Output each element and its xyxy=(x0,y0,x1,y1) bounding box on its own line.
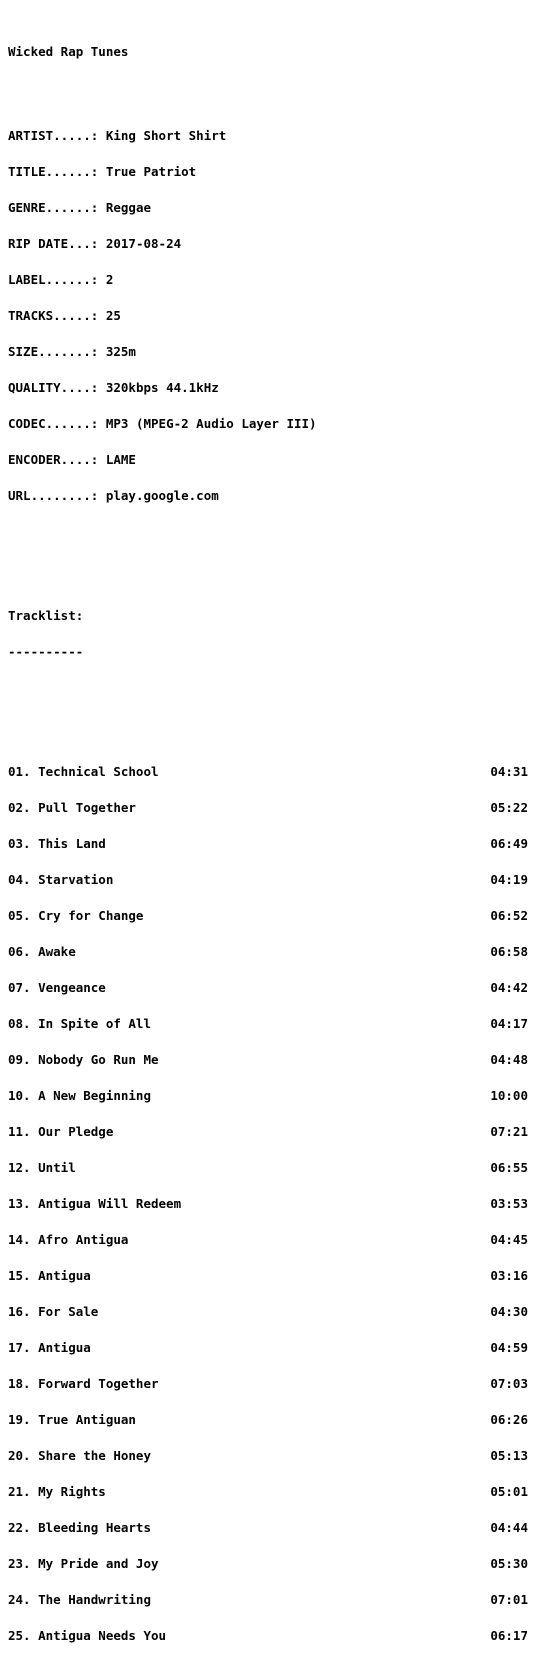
info-separator: : xyxy=(90,452,106,467)
track-row xyxy=(8,1018,528,1030)
info-value: 320kbps 44.1kHz xyxy=(105,380,219,395)
track-row xyxy=(8,802,528,814)
info-separator: : xyxy=(90,344,106,359)
track-label: 14. Afro Antigua xyxy=(8,1232,129,1247)
track-duration: 05:30 xyxy=(490,1556,528,1571)
info-key: TRACKS..... xyxy=(8,308,91,323)
info-line-size xyxy=(8,346,528,358)
track-row xyxy=(8,1162,528,1174)
track-duration: 04:19 xyxy=(490,872,528,887)
track-duration: 05:22 xyxy=(490,800,528,815)
info-separator: : xyxy=(90,380,106,395)
tracklist-heading: Tracklist: xyxy=(8,608,84,623)
spacer xyxy=(8,562,528,574)
track-row xyxy=(8,1054,528,1066)
track-label: 21. My Rights xyxy=(8,1484,106,1499)
info-separator: : xyxy=(90,236,106,251)
info-value: King Short Shirt xyxy=(105,128,227,143)
track-label: 09. Nobody Go Run Me xyxy=(8,1052,159,1067)
track-duration: 04:44 xyxy=(490,1520,528,1535)
track-label: 18. Forward Together xyxy=(8,1376,159,1391)
track-row xyxy=(8,1414,528,1426)
info-value: 2 xyxy=(105,272,114,287)
track-label: 01. Technical School xyxy=(8,764,159,779)
info-value: 2017-08-24 xyxy=(105,236,182,251)
info-line-url xyxy=(8,490,528,502)
track-label: 07. Vengeance xyxy=(8,980,106,995)
track-row xyxy=(8,1306,528,1318)
track-label: 19. True Antiguan xyxy=(8,1412,136,1427)
track-duration: 06:26 xyxy=(490,1412,528,1427)
track-row xyxy=(8,1198,528,1210)
info-value: 25 xyxy=(105,308,121,323)
info-key: TITLE...... xyxy=(8,164,91,179)
info-line-codec xyxy=(8,418,528,430)
track-duration: 03:53 xyxy=(490,1196,528,1211)
track-row xyxy=(8,1630,528,1642)
track-duration: 04:30 xyxy=(490,1304,528,1319)
info-key: LABEL...... xyxy=(8,272,91,287)
track-duration: 04:59 xyxy=(490,1340,528,1355)
document-title: Wicked Rap Tunes xyxy=(8,44,129,59)
info-line-label xyxy=(8,274,528,286)
info-line-rip-date xyxy=(8,238,528,250)
track-label: 24. The Handwriting xyxy=(8,1592,151,1607)
track-label: 05. Cry for Change xyxy=(8,908,144,923)
info-value: LAME xyxy=(105,452,136,467)
track-row xyxy=(8,946,528,958)
track-label: 23. My Pride and Joy xyxy=(8,1556,159,1571)
info-value: play.google.com xyxy=(105,488,219,503)
track-row xyxy=(8,1234,528,1246)
info-line-encoder xyxy=(8,454,528,466)
track-duration: 04:48 xyxy=(490,1052,528,1067)
track-label: 04. Starvation xyxy=(8,872,114,887)
track-row xyxy=(8,1378,528,1390)
track-label: 08. In Spite of All xyxy=(8,1016,151,1031)
track-row xyxy=(8,1486,528,1498)
track-duration: 10:00 xyxy=(490,1088,528,1103)
info-key: RIP DATE... xyxy=(8,236,91,251)
info-key: CODEC...... xyxy=(8,416,91,431)
track-row xyxy=(8,1522,528,1534)
info-block xyxy=(8,106,528,526)
track-row xyxy=(8,838,528,850)
track-row xyxy=(8,1090,528,1102)
info-key: URL........ xyxy=(8,488,91,503)
track-row xyxy=(8,910,528,922)
tracklist-rule: ---------- xyxy=(8,644,84,659)
info-line-tracks xyxy=(8,310,528,322)
track-duration: 04:45 xyxy=(490,1232,528,1247)
track-label: 17. Antigua xyxy=(8,1340,91,1355)
track-duration: 05:13 xyxy=(490,1448,528,1463)
track-duration: 06:49 xyxy=(490,836,528,851)
info-line-title xyxy=(8,166,528,178)
track-duration: 06:58 xyxy=(490,944,528,959)
info-value: 325m xyxy=(105,344,136,359)
info-separator: : xyxy=(90,272,106,287)
track-label: 06. Awake xyxy=(8,944,76,959)
track-duration: 04:42 xyxy=(490,980,528,995)
info-separator: : xyxy=(90,200,106,215)
info-separator: : xyxy=(90,308,106,323)
track-label: 22. Bleeding Hearts xyxy=(8,1520,151,1535)
spacer xyxy=(8,694,528,706)
info-line-quality xyxy=(8,382,528,394)
track-label: 15. Antigua xyxy=(8,1268,91,1283)
info-separator: : xyxy=(90,164,106,179)
info-line-genre xyxy=(8,202,528,214)
track-row xyxy=(8,1270,528,1282)
track-duration: 07:21 xyxy=(490,1124,528,1139)
track-row xyxy=(8,766,528,778)
info-value: Reggae xyxy=(105,200,152,215)
track-duration: 06:55 xyxy=(490,1160,528,1175)
track-duration: 07:03 xyxy=(490,1376,528,1391)
info-value: MP3 (MPEG-2 Audio Layer III) xyxy=(105,416,317,431)
track-label: 11. Our Pledge xyxy=(8,1124,114,1139)
info-key: GENRE...... xyxy=(8,200,91,215)
info-key: SIZE....... xyxy=(8,344,91,359)
track-label: 25. Antigua Needs You xyxy=(8,1628,167,1643)
info-key: ARTIST..... xyxy=(8,128,91,143)
info-key: QUALITY.... xyxy=(8,380,91,395)
info-separator: : xyxy=(90,488,106,503)
tracklist xyxy=(8,742,528,1666)
track-duration: 04:17 xyxy=(490,1016,528,1031)
track-label: 20. Share the Honey xyxy=(8,1448,151,1463)
track-row xyxy=(8,1558,528,1570)
release-info-document xyxy=(8,22,528,1678)
track-row xyxy=(8,1342,528,1354)
track-duration: 06:52 xyxy=(490,908,528,923)
track-duration: 05:01 xyxy=(490,1484,528,1499)
track-duration: 03:16 xyxy=(490,1268,528,1283)
track-row xyxy=(8,1450,528,1462)
track-duration: 07:01 xyxy=(490,1592,528,1607)
info-separator: : xyxy=(90,128,106,143)
info-separator: : xyxy=(90,416,106,431)
track-duration: 04:31 xyxy=(490,764,528,779)
track-duration: 06:17 xyxy=(490,1628,528,1643)
track-label: 13. Antigua Will Redeem xyxy=(8,1196,182,1211)
info-key: ENCODER.... xyxy=(8,452,91,467)
track-label: 02. Pull Together xyxy=(8,800,136,815)
track-label: 16. For Sale xyxy=(8,1304,99,1319)
track-label: 03. This Land xyxy=(8,836,106,851)
track-label: 12. Until xyxy=(8,1160,76,1175)
track-row xyxy=(8,1126,528,1138)
info-value: True Patriot xyxy=(105,164,197,179)
track-row xyxy=(8,874,528,886)
info-line-artist xyxy=(8,130,528,142)
track-label: 10. A New Beginning xyxy=(8,1088,151,1103)
track-row xyxy=(8,982,528,994)
track-row xyxy=(8,1594,528,1606)
